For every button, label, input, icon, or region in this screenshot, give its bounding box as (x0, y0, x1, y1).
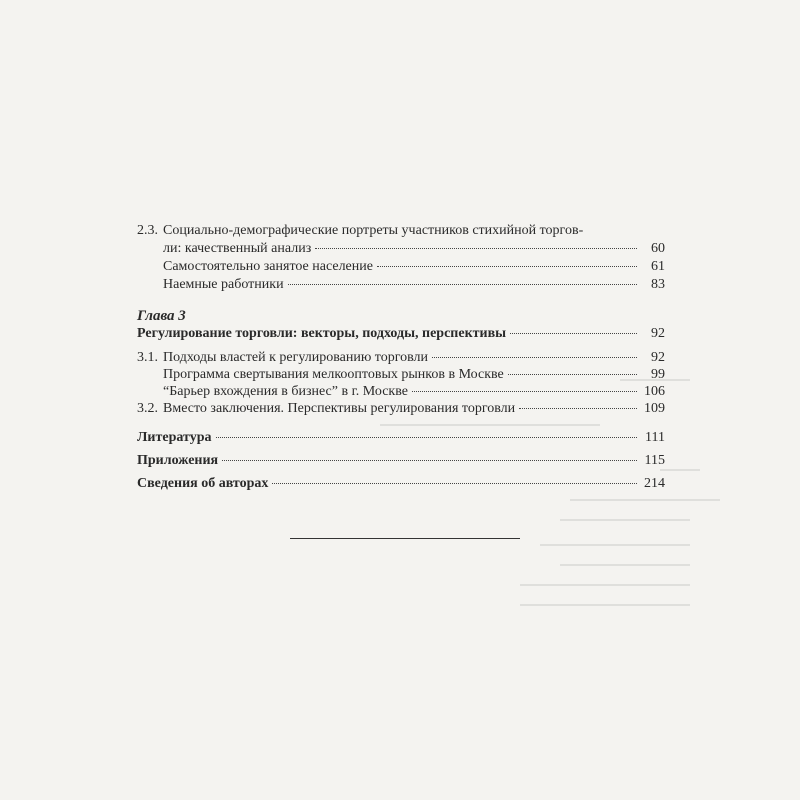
leader-dots (510, 333, 637, 334)
leader-dots (432, 357, 637, 358)
toc-section-2-3-line1 (137, 223, 583, 239)
entry-title: Программа свертывания мелкооптовых рынков в Москве (163, 367, 504, 382)
page-number: 60 (651, 241, 665, 256)
toc-appendices (137, 453, 665, 469)
leader-dots (216, 437, 638, 438)
entry-title: Наемные работники (163, 277, 284, 292)
page-number: 109 (644, 401, 665, 416)
chapter-title: Регулирование торговли: векторы, подходы, перспективы (137, 326, 507, 341)
entry-title: “Барьер вхождения в бизнес” в г. Москве (163, 384, 408, 399)
page-number: 99 (651, 367, 665, 382)
page-number: 111 (645, 430, 665, 445)
closing-rule (290, 538, 520, 539)
chapter-3-label: Глава 3 (137, 308, 186, 324)
leader-dots (272, 483, 637, 484)
toc-section-2-3-line2 (163, 241, 665, 257)
leader-dots (519, 408, 637, 409)
leader-dots (377, 266, 637, 267)
page-number: 214 (644, 476, 665, 491)
toc-self-employed (163, 259, 665, 275)
page-number: 61 (651, 259, 665, 274)
page-number: 115 (644, 453, 665, 468)
toc-authors (137, 476, 665, 492)
leader-dots (315, 248, 637, 249)
section-number: 3.2. (137, 401, 158, 416)
section-title: Социально-демографические портреты участников стихийной торгов- (163, 223, 584, 238)
entry-title: Приложения (137, 453, 219, 468)
entry-title: Сведения об авторах (137, 476, 269, 491)
toc-hired-workers (163, 277, 665, 293)
page-number: 106 (644, 384, 665, 399)
section-title (137, 401, 515, 417)
entry-title: Литература (137, 430, 212, 445)
toc-section-3-1 (137, 350, 665, 366)
leader-dots (508, 374, 637, 375)
section-text: Подходы властей к регулированию торговли (163, 350, 429, 365)
toc-program (163, 367, 665, 383)
section-text: Вместо заключения. Перспективы регулирования торговли (163, 401, 516, 416)
leader-dots (222, 460, 637, 461)
section-title-cont: ли: качественный анализ (163, 241, 312, 256)
section-number: 3.1. (137, 350, 158, 365)
toc-barrier (163, 384, 665, 400)
page-number: 83 (651, 277, 665, 292)
page-number: 92 (651, 350, 665, 365)
leader-dots (288, 284, 637, 285)
toc-chapter-3-title (137, 326, 665, 342)
toc-section-3-2 (137, 401, 665, 417)
toc-literature (137, 430, 665, 446)
leader-dots (412, 391, 637, 392)
entry-title: Самостоятельно занятое население (163, 259, 373, 274)
section-title (137, 350, 428, 366)
page-number: 92 (651, 326, 665, 341)
section-number: 2.3. (137, 223, 158, 238)
